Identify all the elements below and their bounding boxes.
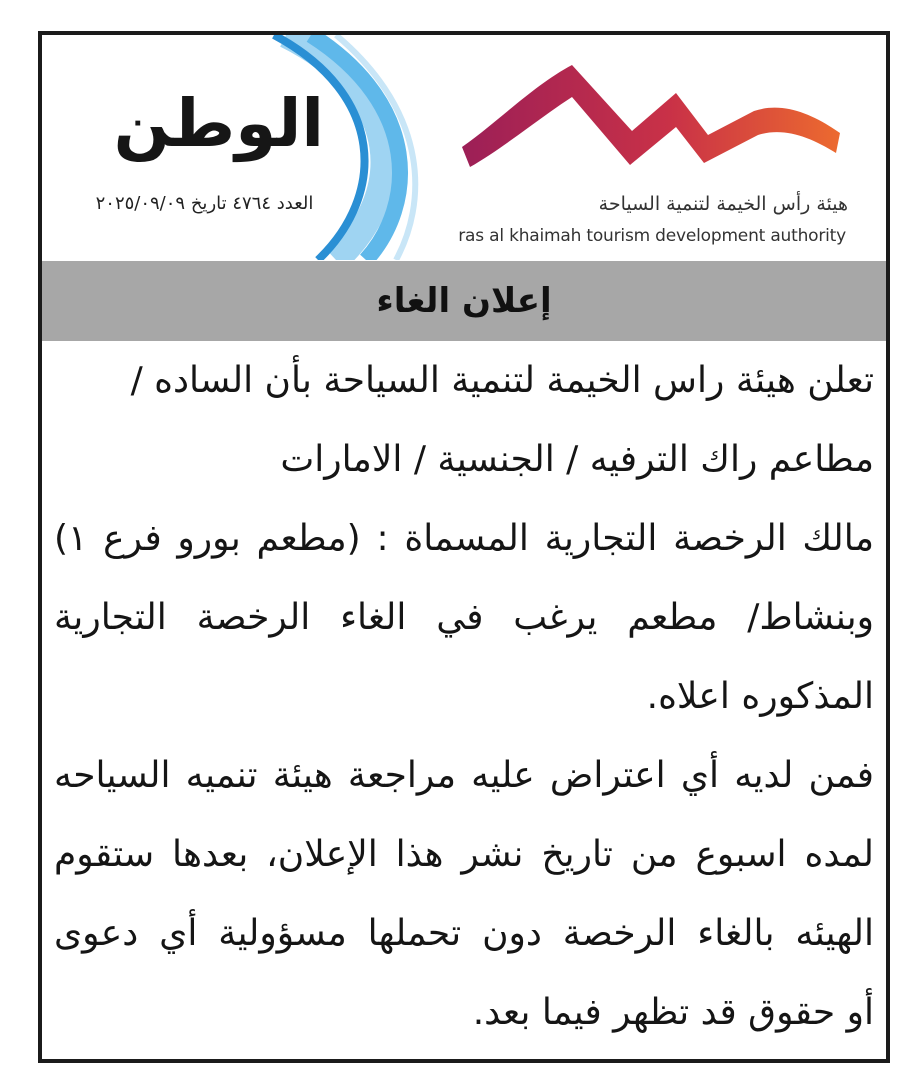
notice-title: إعلان الغاء <box>376 281 552 321</box>
newspaper-name: الوطن <box>113 85 324 162</box>
notice-line: أو حقوق قد تظهر فيما بعد. <box>472 992 874 1033</box>
notice-header <box>42 35 886 260</box>
notice-body <box>42 341 886 1052</box>
notice-title-bar <box>42 261 886 341</box>
notice-line: المذكوره اعلاه. <box>646 676 874 717</box>
notice-line: مطاعم راك الترفيه / الجنسية / الامارات <box>280 439 874 480</box>
notice-line: فمن لديه أي اعتراض عليه مراجعة هيئة تنميه السياحه <box>54 755 874 796</box>
authority-name-en: ras al khaimah tourism development authority <box>458 226 846 246</box>
notice-frame <box>38 31 890 1063</box>
newspaper-issue-date: العدد ٤٧٦٤ تاريخ ٢٠٢٥/٠٩/٠٩ <box>95 193 314 214</box>
authority-logo-mark <box>454 45 854 185</box>
authority-name-ar: هيئة رأس الخيمة لتنمية السياحة <box>598 193 848 215</box>
notice-line: الهيئه بالغاء الرخصة دون تحملها مسؤولية أي دعوى <box>54 913 874 954</box>
notice-line: وبنشاط/ مطعم يرغب في الغاء الرخصة التجارية <box>54 597 874 638</box>
notice-line: لمده اسبوع من تاريخ نشر هذا الإعلان، بعدها ستقوم <box>54 834 874 875</box>
notice-line: مالك الرخصة التجارية المسماة : (مطعم بورو فرع ١) <box>54 518 874 559</box>
authority-logo <box>454 45 854 250</box>
notice-line: تعلن هيئة راس الخيمة لتنمية السياحة بأن الساده / <box>130 360 874 401</box>
